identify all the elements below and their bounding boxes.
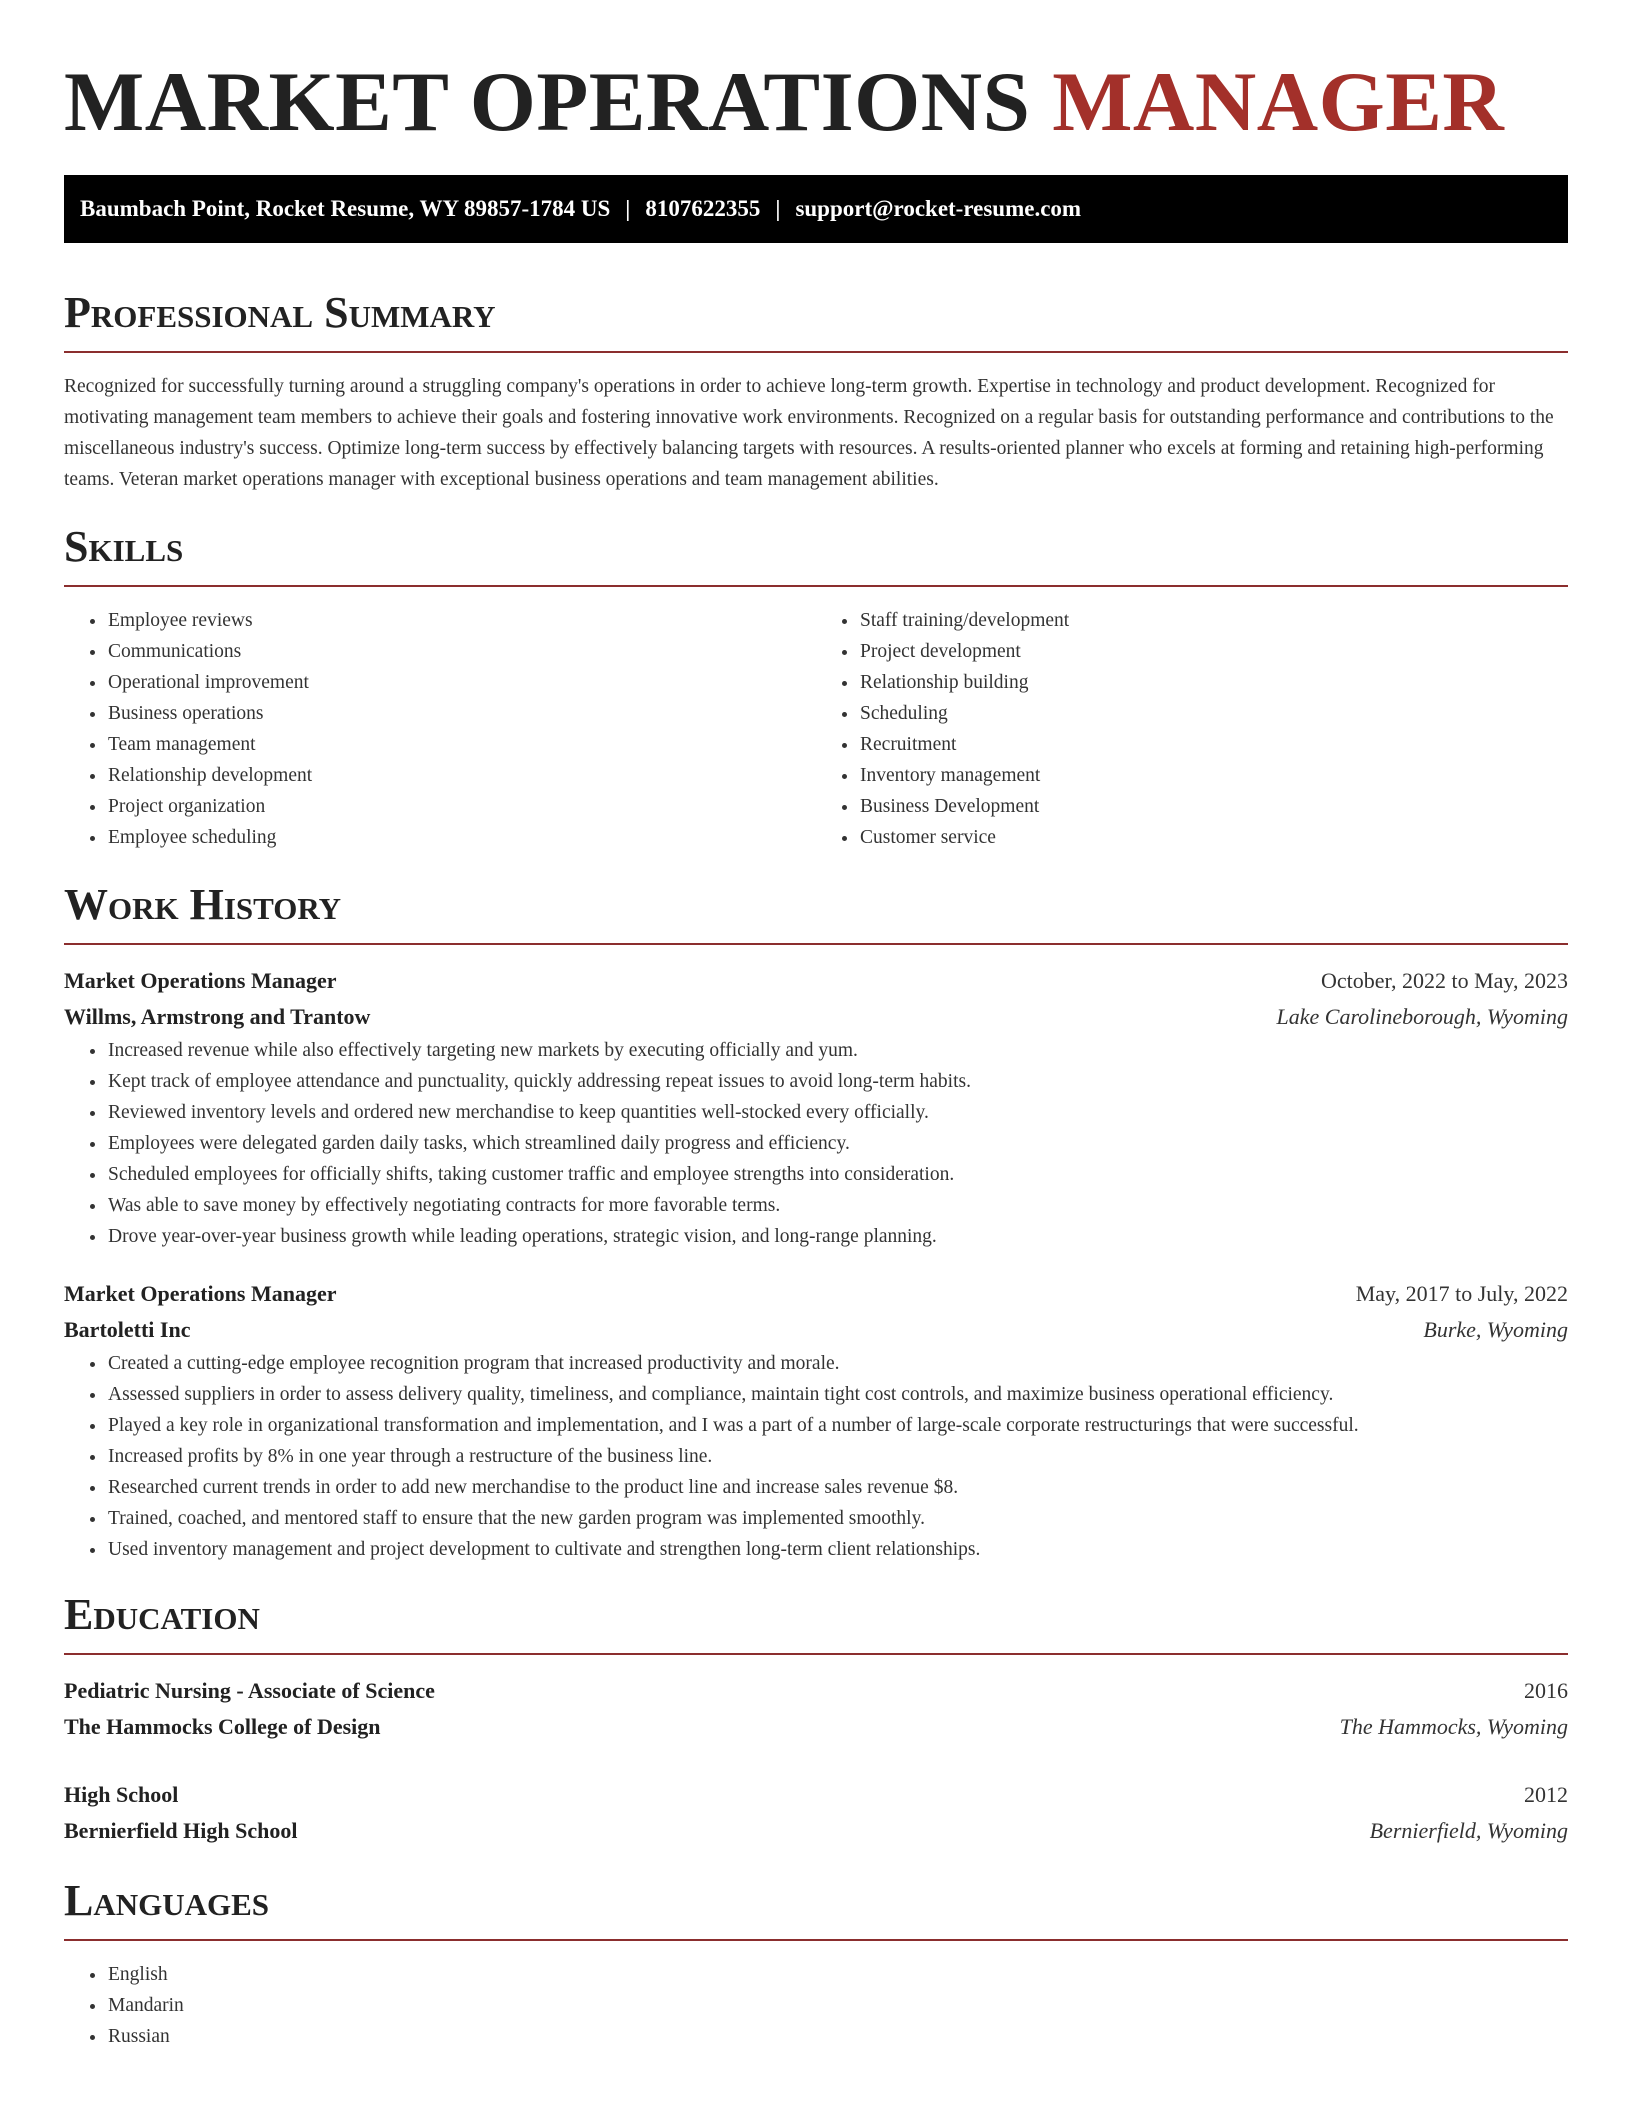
section-divider bbox=[64, 351, 1568, 353]
job-bullet: • Kept track of employee attendance and punctuality, quickly addressing repeat issues to avoid long-term habits. bbox=[107, 1066, 1568, 1097]
skill-item: • Inventory management bbox=[859, 760, 1568, 791]
contact-phone: 8107622355 bbox=[645, 196, 761, 221]
education-school-row bbox=[64, 1709, 1568, 1745]
job-entry bbox=[64, 963, 1568, 1252]
contact-bar bbox=[64, 175, 1568, 243]
education-entry bbox=[64, 1777, 1568, 1849]
skills-list-right bbox=[816, 605, 1568, 853]
education-location: Bernierfield, Wyoming bbox=[1369, 1818, 1568, 1843]
job-bullet: • Was able to save money by effectively negotiating contracts for more favorable terms. bbox=[107, 1190, 1568, 1221]
skill-item: • Business operations bbox=[107, 698, 816, 729]
job-entry bbox=[64, 1276, 1568, 1565]
skill-item: • Communications bbox=[107, 636, 816, 667]
job-company: Bartoletti Inc bbox=[64, 1317, 191, 1342]
job-header-row bbox=[64, 963, 1568, 999]
languages-section bbox=[64, 1875, 1568, 2052]
education-section bbox=[64, 1589, 1568, 1849]
education-entry bbox=[64, 1673, 1568, 1745]
job-bullet: • Created a cutting-edge employee recognition program that increased productivity and morale. bbox=[107, 1348, 1568, 1379]
job-company-row bbox=[64, 1312, 1568, 1348]
job-bullet: • Scheduled employees for officially shifts, taking customer traffic and employee strengths into consideration. bbox=[107, 1159, 1568, 1190]
skills-grid bbox=[64, 605, 1568, 853]
contact-separator: | bbox=[625, 196, 631, 221]
education-school: The Hammocks College of Design bbox=[64, 1714, 381, 1739]
section-title-languages: Languages bbox=[64, 1876, 270, 1925]
skill-item: • Customer service bbox=[859, 822, 1568, 853]
job-bullet: • Increased profits by 8% in one year through a restructure of the business line. bbox=[107, 1441, 1568, 1472]
section-divider bbox=[64, 585, 1568, 587]
contact-separator: | bbox=[775, 196, 781, 221]
language-item: • English bbox=[107, 1959, 1568, 1990]
job-dates: May, 2017 to July, 2022 bbox=[1355, 1281, 1568, 1306]
language-item: • Mandarin bbox=[107, 1990, 1568, 2021]
job-bullet: • Played a key role in organizational transformation and implementation, and I was a part of a number of large-scale corporate restructurings that were successful. bbox=[107, 1410, 1568, 1441]
education-school: Bernierfield High School bbox=[64, 1818, 298, 1843]
skills-section bbox=[64, 521, 1568, 853]
job-position: Market Operations Manager bbox=[64, 968, 337, 993]
skill-item: • Project development bbox=[859, 636, 1568, 667]
section-title-summary: Professional Summary bbox=[64, 288, 496, 337]
job-bullet: • Assessed suppliers in order to assess delivery quality, timeliness, and compliance, maintain tight cost controls, and maximize business operational efficiency. bbox=[107, 1379, 1568, 1410]
education-degree-row bbox=[64, 1673, 1568, 1709]
job-bullet: • Increased revenue while also effectively targeting new markets by executing officially and yum. bbox=[107, 1035, 1568, 1066]
education-year: 2016 bbox=[1524, 1678, 1568, 1703]
title-accent: MANAGER bbox=[1052, 55, 1505, 149]
skill-item: • Business Development bbox=[859, 791, 1568, 822]
language-item: • Russian bbox=[107, 2021, 1568, 2052]
summary-text: Recognized for successfully turning around a struggling company's operations in order to achieve long-term growth. Expertise in technology and product development. Recognized for motivating management team members to achieve their goals and fostering innovative work environments. Recognized on a regular basis for outstanding performance and contributions to the miscellaneous industry's success. Optimize long-term success by effectively balancing targets with resources. A results-oriented planner who excels at forming and retaining high-performing teams. Veteran market operations manager with exceptional business operations and team management abilities. bbox=[64, 376, 1554, 490]
job-bullets bbox=[64, 1035, 1568, 1252]
job-bullet: • Employees were delegated garden daily tasks, which streamlined daily progress and efficiency. bbox=[107, 1128, 1568, 1159]
job-bullet: • Used inventory management and project development to cultivate and strengthen long-term client relationships. bbox=[107, 1534, 1568, 1565]
contact-email[interactable]: support@rocket-resume.com bbox=[795, 196, 1082, 221]
job-bullet: • Researched current trends in order to add new merchandise to the product line and increase sales revenue $8. bbox=[107, 1472, 1568, 1503]
title-main: MARKET OPERATIONS bbox=[64, 55, 1031, 149]
languages-list bbox=[64, 1959, 1568, 2052]
job-company: Willms, Armstrong and Trantow bbox=[64, 1004, 371, 1029]
job-bullet: • Reviewed inventory levels and ordered new merchandise to keep quantities well-stocked every officially. bbox=[107, 1097, 1568, 1128]
job-position: Market Operations Manager bbox=[64, 1281, 337, 1306]
skill-item: • Team management bbox=[107, 729, 816, 760]
contact-address: Baumbach Point, Rocket Resume, WY 89857-1784 US bbox=[80, 196, 611, 221]
section-title-education: Education bbox=[64, 1590, 260, 1639]
section-divider bbox=[64, 1939, 1568, 1941]
education-degree-row bbox=[64, 1777, 1568, 1813]
skill-item: • Employee reviews bbox=[107, 605, 816, 636]
skill-item: • Scheduling bbox=[859, 698, 1568, 729]
skill-item: • Relationship building bbox=[859, 667, 1568, 698]
education-location: The Hammocks, Wyoming bbox=[1339, 1714, 1568, 1739]
work-history-section bbox=[64, 879, 1568, 1565]
job-location: Burke, Wyoming bbox=[1423, 1317, 1568, 1342]
skill-item: • Relationship development bbox=[107, 760, 816, 791]
job-company-row bbox=[64, 999, 1568, 1035]
education-degree: Pediatric Nursing - Associate of Science bbox=[64, 1678, 435, 1703]
section-divider bbox=[64, 1653, 1568, 1655]
job-bullet: • Trained, coached, and mentored staff to ensure that the new garden program was implemented smoothly. bbox=[107, 1503, 1568, 1534]
job-bullets bbox=[64, 1348, 1568, 1565]
education-school-row bbox=[64, 1813, 1568, 1849]
skill-item: • Operational improvement bbox=[107, 667, 816, 698]
skill-item: • Employee scheduling bbox=[107, 822, 816, 853]
section-divider bbox=[64, 943, 1568, 945]
job-dates: October, 2022 to May, 2023 bbox=[1321, 968, 1568, 993]
job-location: Lake Carolineborough, Wyoming bbox=[1276, 1004, 1568, 1029]
skill-item: • Staff training/development bbox=[859, 605, 1568, 636]
job-bullet: • Drove year-over-year business growth while leading operations, strategic vision, and long-range planning. bbox=[107, 1221, 1568, 1252]
resume-title bbox=[64, 52, 1568, 152]
skills-list-left bbox=[64, 605, 816, 853]
skill-item: • Recruitment bbox=[859, 729, 1568, 760]
education-year: 2012 bbox=[1524, 1782, 1568, 1807]
section-title-work: Work History bbox=[64, 880, 342, 929]
skill-item: • Project organization bbox=[107, 791, 816, 822]
education-degree: High School bbox=[64, 1782, 179, 1807]
section-title-skills: Skills bbox=[64, 522, 184, 571]
summary-section bbox=[64, 287, 1568, 495]
job-header-row bbox=[64, 1276, 1568, 1312]
